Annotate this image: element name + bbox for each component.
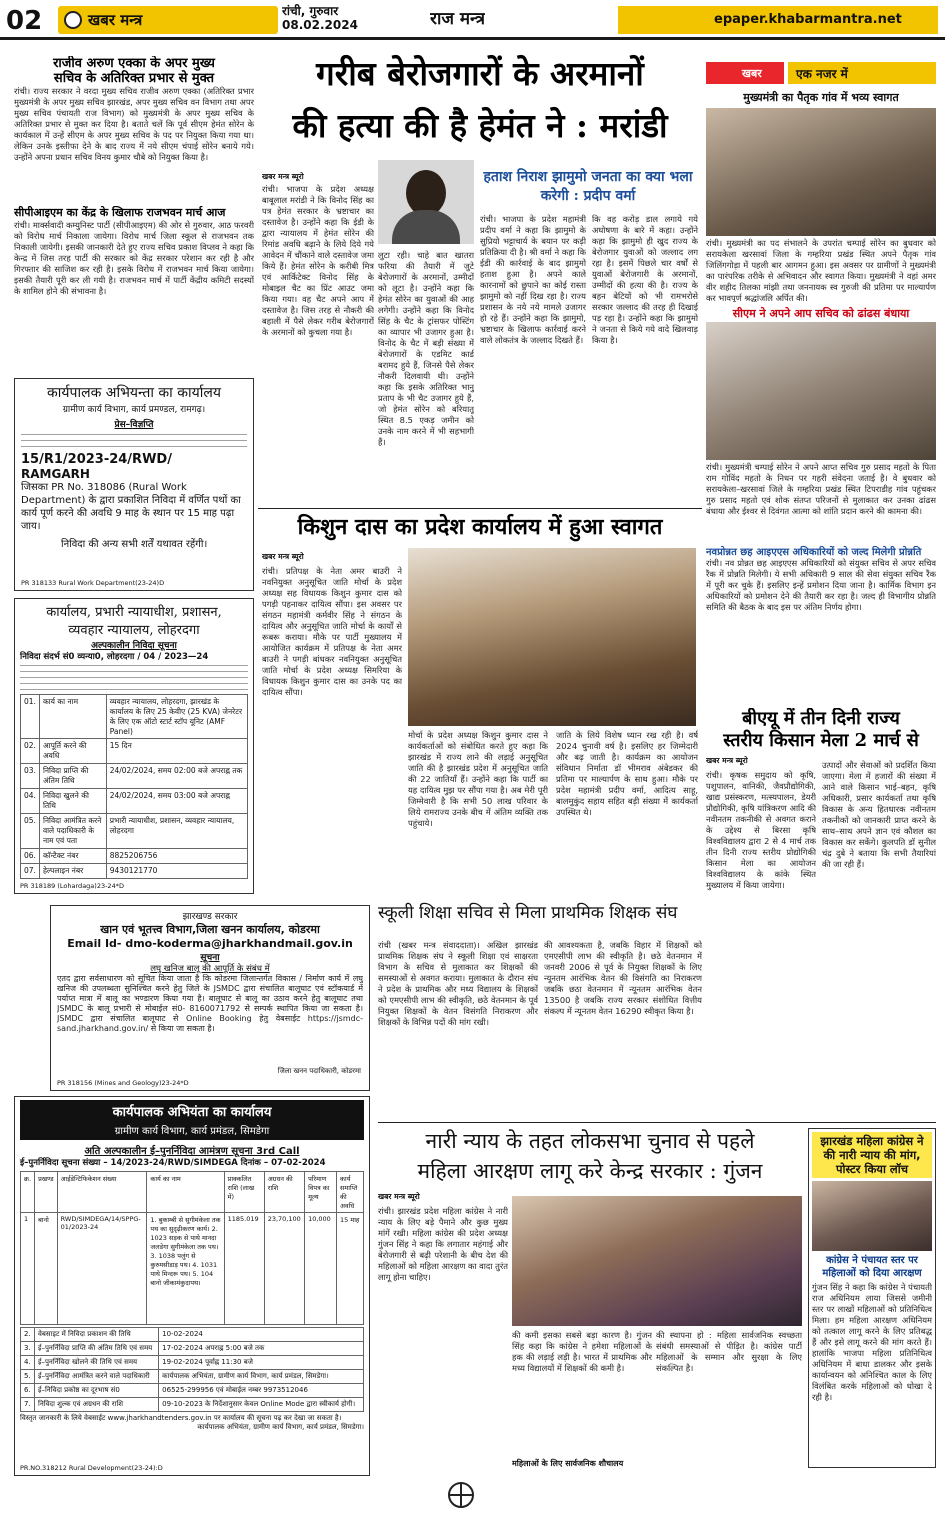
table-cell: 10,000 (305, 1213, 337, 1325)
notice-dates-table (20, 1327, 364, 1412)
table-cell: 7. (21, 1398, 35, 1412)
notice-table (20, 694, 248, 879)
lead-headline (262, 48, 698, 152)
person-body-icon (392, 210, 460, 244)
table-cell: कार्यपालक अभियंता, ग्रामीण कार्य विभाग, कार्य प्रमंडल, सिमडेगा। (159, 1370, 364, 1384)
ek-nazar-header (706, 62, 936, 84)
notice-footer: विस्तृत जानकारी के लिये वेबसाईट www.jharkhandtenders.gov.in पर कार्यालय की सूचना पढ़ कर देखा जा सकता है। (20, 1414, 342, 1422)
school-column-2: की आवश्यकता है, जबकि विहार में शिक्षकों को एमएसीपी लाभ की स्वीकृति है। छठे वेतनमान में जनवरी 2006 से पूर्व के नियुक्त शिक्षकों के लिए न्यूनतम आरंभिक वेतन की विसंगति का निराकरण जबकि छठा वेतनमान में न्यूनतम आरंभिक वेतन 13500 है जबकि राज्य सरकार संशोधित वित्तीय संकल्प में न्यूनतम वेतन 16290 स्वीकृत किया है। (544, 940, 702, 1016)
nari-photo (512, 1196, 802, 1326)
headline-line: स्तरीय किसान मेला 2 मार्च से (723, 730, 919, 751)
table-cell: व्यवहार न्यायालय, लोहरदगा, झारखंड के कार्यालय के लिए 25 केवीए (25 KVA) जेनरेटर के लिए एक ऑटो स्टार्ट स्टॉप यूनिट (AMF Panel) (106, 695, 247, 739)
lead-subheadline: हताश निराश झामुमो जनता का क्या भला करेगी : प्रदीप वर्मा (483, 169, 693, 204)
headline-line: सचिव के अतिरिक्त प्रभार से मुक्त (53, 71, 215, 86)
kisan-column-2: उत्पादों और सेवाओं को प्रदर्शित किया जाएगा। मेला में हजारों की संख्या में आने वाले किसान भाई–बहन, कृषि अधिकारी, प्रसार कार्यकर्ता तथा कृषि विकास के अन्य हितधारक नवीनतम तकनीकों को जानकारी प्राप्त करने के साथ–साथ अपने ज्ञान एवं कौशल का विकास कर सकेंगे। कुलपति डॉ सुनील चंद्र दुबे ने बताया कि सभी तैयारियां की जा रही हैं। (822, 760, 936, 869)
table-row (21, 1356, 364, 1370)
table-header-cell: कार्य समाप्ति की अवधि (337, 1172, 364, 1213)
lead-column-3: रांची। भाजपा के प्रदेश महामंत्री प्रदीप वर्मा ने कहा कि झामुमो के सुप्रियो भट्टाचार्य के बयान पर कड़ी प्रतिक्रिया दी है। श्री वर्मा ने कहा कि ईडी की कार्रवाई के बाद झामुमो हताश हुआ है। अपने काले कारनामों को छुपाने का कोई रास्ता झामुमो को नहीं दिख रहा है। राज्य प्रशासन के नये नये मामले उजागर हो रहे हैं। उन्होंने कहा कि झामुमो, भ्रष्टाचार के खिलाफ कार्रवाई करने वाले लोकतंत्र के जल्लाद दिखते हैं। (480, 214, 586, 345)
notice-ref: ई–पुनर्निविदा सूचना संख्या – 14/2023-24/RWD/SIMDEGA दिनांक – 07-02-2024 (20, 1158, 326, 1168)
notice-body: एतद द्वारा सर्वसाधारण को सूचित किया जाता है कि कोडरमा जिलान्तर्गत विकास / निर्माण कार्य में लघु खनिज की उपलब्धता सुनिश्चित करने हेतु जिले के JSMDC द्वारा संचालित बालूघाट एवं स्टॉकयार्ड में पर्याप्त मात्रा में बालू का भण्डारण किया गया है। बालूघाट से बालू का उठाव करने हेतु बालूघाट तथा JSMDC के बालू प्रभारी से मोबाईल सं0- 8160071792 से सम्पर्क स्थापित किया जा सकता है। JSMDC द्वारा संचालित बालूघाट से Online Booking हेतु वेबसाईट https://jsmdc-sand.jharkhand.gov.in/ से किया जा सकता है। (57, 974, 363, 1033)
table-header-cell: प्रखण्ड (35, 1172, 58, 1213)
congress-subheadline: कांग्रेस ने पंचायत स्तर पर महिलाओं को दिया आरक्षण (822, 1255, 922, 1279)
left-story-2 (14, 206, 254, 370)
table-cell: निविदा प्राप्ति की अंतिम तिथि (39, 764, 106, 789)
table-row (21, 1342, 364, 1356)
tender-notice-lohardaga (14, 598, 254, 894)
table-row (21, 739, 248, 764)
school-column-1: रांची (खबर मन्त्र संवाददाता)। अखिल झारखंड प्राथमिक शिक्षक संघ ने स्कूली शिक्षा एवं साक्षरता विभाग के सचिव से मुलाकात कर शिक्षकों की समस्याओं से अवगत कराया। मुलाकात के दौरान संघ ने प्रदेश के प्राथमिक और मध्य विद्यालय के शिक्षकों को एमएसीपी लाभ की स्वीकृति, छठे वेतनमान के पूर्व नियुक्त शिक्षकों के वेतन विसंगति निराकरण और शिक्षकों के विभिन्न पदों की मांग रखी। (378, 940, 538, 1027)
notice-body: जिसका PR No. 318086 (Rural Work Department) के द्वारा प्रकाशित निविदा में वर्णित पथों का कार्य पूर्ण करने की अवधि 9 माह के स्थान पर 15 माह पढ़ा जाय। (21, 482, 241, 532)
ek-nazar-story-1-photo (706, 108, 936, 236)
tender-notice-ramgarh (14, 378, 254, 591)
notice-pr: PR 318156 (Mines and Geology)23-24*D (57, 1079, 189, 1087)
table-row (21, 849, 248, 864)
notice-signer: जिला खनन पदाधिकारी, कोडरमा (277, 1067, 361, 1075)
divider (378, 1122, 936, 1123)
dateline-place: रांची, गुरुवार (282, 4, 339, 18)
table-header-cell: क्र. (21, 1172, 35, 1213)
notice-signer: कार्यपालक अभियंता, ग्रामीण कार्य विभाग, कार्य प्रमंडल, सिमडेगा। (197, 1423, 364, 1431)
notice-ref-2: RAMGARH (21, 467, 90, 481)
table-header-cell: आईडेन्टिफिकेशन संख्या (57, 1172, 147, 1213)
brand-logo (58, 6, 278, 34)
epaper-url[interactable]: epaper.khabarmantra.net (618, 6, 938, 34)
notice-call: अति अल्पकालीन ई–पुनर्निविदा आमंत्रण सूचना 3rd Call (84, 1146, 300, 1157)
nari-byline: खबर मन्त्र ब्यूरो (378, 1192, 420, 1201)
table-cell: RWD/SIMDEGA/14/SPPG-01/2023-24 (57, 1213, 147, 1325)
kisan-headline (706, 708, 936, 752)
masthead (0, 0, 945, 40)
kishun-column-3: जाति के लिये विशेष ध्यान रख रही है। वर्ष 2024 चुनावी वर्ष है। इसलिए हर जिम्मेदारी और बढ़ जाती है। कार्यक्रम का आयोजन संविधान निर्माता डॉ भीमराव अंबेडकर की प्रतिमा पर माल्यार्पण के साथ हुआ। मौके पर प्रदेश महामंत्री प्रदीप वर्मा, आदित्य साहू, बालमुकुंद सहाय सहित बड़ी संख्या में कार्यकर्ता उपस्थित थे। (556, 730, 698, 817)
table-cell: 01. (21, 695, 40, 739)
table-cell: 5. (21, 1370, 35, 1384)
ek-nazar-title: एक नजर में (788, 62, 936, 84)
mining-notice-koderma (50, 905, 370, 1091)
ek-nazar-story-3-body: रांची। नव प्रोन्नत छह आइएएस अधिकारियों को संयुक्त सचिव से अपर सचिव रैंक में प्रोन्नति मिलेगी। ये सभी अधिकारी 9 साल की सेवा संयुक्त सचिव रैंक में पूरी कर चुके हैं। इसलिए इन्हें प्रमोशन दिया जाना है। कार्मिक विभाग इन अधिकारियों को प्रमोशन देने की तैयारी कर रहा है। जल्द ही विभागीय प्रोन्नति समिति की बैठक के बाद इस पर अंतिम निर्णय होगा। (706, 558, 936, 612)
table-cell: 9430121770 (106, 864, 247, 879)
dateline-date: 08.02.2024 (282, 18, 358, 32)
congress-headline: झारखंड महिला कांग्रेस ने की नारी न्याय की मांग, पोस्टर किया लॉच (812, 1132, 932, 1178)
section-title: राज मन्त्र (430, 9, 485, 29)
table-row (21, 814, 248, 849)
table-row (21, 864, 248, 879)
kishun-column-2: मोर्चा के प्रदेश अध्यक्ष किशुन कुमार दास ने कार्यकर्ताओं को संबोधित करते हुए कहा कि झारखंड में राज्य लाने की लड़ाई अनुसूचित जाति की है झारखंड प्रदेश में अनुसूचित जाति की 22 जातियाँ हैं। उन्होंने कहा कि पार्टी का यह दायित्व मुझ पर सौंपा गया है। अब मेरी पूरी जिम्मेवारी है कि सभी 50 लाख परिवार के लिये रामराज्य उनके बीच में अंतिम व्यक्ति तक पहुंचाये। (408, 730, 548, 828)
left-story-2-headline: सीपीआइएम का केंद्र के खिलाफ राजभवन मार्च आज (14, 206, 226, 219)
table-row (21, 1370, 364, 1384)
kishun-headline: किशुन दास का प्रदेश कार्यालय में हुआ स्वागत (297, 514, 663, 540)
ek-nazar-story-2-photo (706, 322, 936, 460)
table-cell: निविदा खुलने की तिथि (39, 789, 106, 814)
tender-notice-simdega (14, 1096, 370, 1476)
table-header-cell: प्राक्कलित राशि (लाख में) (224, 1172, 264, 1213)
notice-table (20, 1171, 364, 1325)
table-cell: निविदा शुल्क एवं अग्रधन की राशि (35, 1398, 159, 1412)
table-cell: वेबसाइट में निविदा प्रकाशन की तिथि (35, 1328, 159, 1342)
table-cell: 15 दिन (106, 739, 247, 764)
table-cell: 07. (21, 864, 40, 879)
table-cell: 23,70,100 (264, 1213, 304, 1325)
ek-nazar-story-1-headline: मुख्यमंत्री का पैतृक गांव में भव्य स्वागत (743, 91, 899, 104)
ek-nazar-tag: खबर (706, 62, 784, 84)
table-cell: ई–निविदा प्रकोष्ठ का दूरभाष सं0 (35, 1384, 159, 1398)
notice-label: सूचना (200, 953, 220, 963)
registration-mark-line (448, 1494, 474, 1496)
ek-nazar-story-1-body: रांची। मुख्यमंत्री का पद संभालने के उपरांत चम्पाई सोरेन का बुधवार को सरायकेला खरसावां जिला के गम्हरिया प्रखंड स्थित अपने पैतृक गांव जिलिंगगोड़ा में पहली बार आगमन हुआ। इस अवसर पर ग्रामीणों ने मुख्यमंत्री का पारंपरिक तरीके से अभिवादन और स्वागत किया। मुख्यमंत्री ने वहां अमर वीर शहीद तिलका मांझी तथा जननायक स्व गुरुजी की प्रतिमा पर माल्यार्पण कर भावपूर्ण श्रद्धांजलि अर्पित की। (706, 238, 936, 302)
headline-line: गरीब बेरोजगारों के अरमानों (316, 54, 644, 93)
table-cell: 24/02/2024, समय 02:00 बजे अपराह्न तक (106, 764, 247, 789)
table-cell: 04. (21, 789, 40, 814)
notice-title: कार्यपालक अभियंता का कार्यालय (20, 1100, 364, 1122)
table-cell: प्रभारी न्यायाधीश, प्रशासन, व्यवहार न्यायालय, लोहरदगा (106, 814, 247, 849)
table-row (21, 789, 248, 814)
nari-headline (378, 1126, 802, 1186)
table-header-cell: परिमाण विपत्र का मूल्य (305, 1172, 337, 1213)
table-header-cell: अग्रधन की राशि (264, 1172, 304, 1213)
table-cell: कॉन्टैक्ट नंबर (39, 849, 106, 864)
table-cell: 06525-299956 एवं मोबाईल नम्बर 9973512046 (159, 1384, 364, 1398)
kishun-photo (408, 548, 696, 726)
left-story-1 (14, 56, 254, 204)
table-row (21, 1398, 364, 1412)
headline-line: महिला आरक्षण लागू करे केन्द्र सरकार : गुंजन (417, 1159, 763, 1183)
table-cell: 24/02/2024, समय 03:00 बजे अपराह्न (106, 789, 247, 814)
headline-line: नारी न्याय के तहत लोकसभा चुनाव से पहले (425, 1129, 755, 1153)
headline-line: की हत्या की है हेमंत ने : मरांडी (292, 106, 668, 145)
brand-mark-icon (64, 11, 82, 29)
table-cell: 17-02-2024 अपराह्न 5:00 बजे तक (159, 1342, 364, 1356)
notice-title-2: व्यवहार न्यायालय, लोहरदगा (68, 623, 200, 638)
kisan-column-1: रांची। कृषक समुदाय को कृषि, पशुपालन, वानिकी, जैवप्रौद्योगिकी, खाद्य प्रसंस्करण, मत्स्यपालन, डेयरी प्रौद्योगिकी, कृषि यांत्रिकरण आदि की नवीनतम तकनीकी से अवगत कराने के उद्देश्य से बिरसा कृषि विश्वविद्यालय द्वारा 2 से 4 मार्च तक तीन दिनी राज्य स्तरीय प्रोद्योगिकी किसान मेला का आयोजन विश्वविद्यालय के कांके स्थित मुख्यालय में किया जायेगा। (706, 770, 816, 890)
kishun-byline: खबर मन्त्र ब्यूरो (262, 552, 304, 561)
table-header-cell: कार्य का नाम (147, 1172, 224, 1213)
lead-byline: खबर मन्त्र ब्यूरो (262, 172, 304, 181)
left-story-1-headline (14, 56, 254, 86)
table-cell: बानो (35, 1213, 58, 1325)
table-cell: 09-10-2023 के निर्देशानुसार केवल Online Mode द्वारा स्वीकार्य होगी। (159, 1398, 364, 1412)
left-story-2-body: रांची। मार्क्सवादी कम्युनिस्ट पार्टी (सीपीआइएम) की ओर से गुरुवार, आठ फरवरी को विरोध मार्च निकाला जायेगा। विरोध मार्च जिला स्कूल से राजभवन तक निकाली जायेगी। इसकी जानकारी देते हुए राज्य सचिव प्रकाश विप्लव ने कहा कि केन्द्र में जिस तरह पार्टी की सरकार को केंद्र सरकार परेशान कर रही है और गिरफ्तार की साजिश कर रही है। इसके विरोध में राजभवन मार्च किया जायेगा। इसकी तैयारी पूरी कर ली गयी है। राजभवन मार्च में पार्टी केंद्रीय कमिटी सदस्यों के शामिल होने की संभावना है। (14, 220, 254, 296)
table-cell: 8825206756 (106, 849, 247, 864)
table-cell: 1 (21, 1213, 35, 1325)
table-cell: 02. (21, 739, 40, 764)
table-cell: 10-02-2024 (159, 1328, 364, 1342)
nari-caption: महिलाओं के लिए सार्वजनिक शौचालय (512, 1459, 624, 1468)
lead-portrait (378, 160, 474, 244)
dateline (282, 4, 358, 32)
table-cell: कार्य का नाम (39, 695, 106, 739)
ek-nazar-story-2-body: रांची। मुख्यमंत्री चम्पाई सोरेन ने अपने आप्त सचिव गुरु प्रसाद महतो के पिता राम गोविंद महतो के निधन पर गहरी संवेदना जताई है। वे बुधवार को सरायकेला–खरसावां जिले के गम्हरिया प्रखंड स्थित टिपराडीह गांव पहुंचकर गुरु प्रसाद महतो एवं शोक संतप्त परिजनों से मुलाकात कर उनका ढांढस बंधाया और ईश्वर से दिवंगत आत्मा को शांति प्रदान करने की कामना की। (706, 462, 936, 516)
table-row (21, 1328, 364, 1342)
congress-box (808, 1128, 936, 1468)
headline-line: राजीव अरुण एक्का के अपर मुख्य (53, 56, 215, 71)
table-cell: 1185.019 (224, 1213, 264, 1325)
notice-pr: PR.NO.318212 Rural Development(23-24):D (20, 1464, 163, 1472)
notice-subtitle: ग्रामीण कार्य विभाग, कार्य प्रमंडल, सिमडेगा (20, 1122, 364, 1140)
notice-closing: निविदा की अन्य सभी शर्तें यथावत रहेंगी। (61, 539, 208, 550)
notice-org: झारखण्ड सरकार (182, 912, 238, 922)
lead-column-2: लुटा रही। चाहे बात खातरा फरिया की तैयारी में जुटे बेरोजगारों के अरमानों, उम्मीदों को लूटा है। उन्होंने कहा कि हेमंत सोरेन का युवाओं की आह लगेगी। उन्होंने कहा कि विनोद सिंह के चैट के ट्रांसफर पोस्टिंग का व्यापार भी उजागर हुआ है। विनोद के चैट में बड़ी संख्या में बेरोजगारों के एडमिट कार्ड बरामद हुये हैं, जिनसे पैसे लेकर नौकरी दिलवायी थी। उन्होंने कहा कि इसके अतिरिक्त भानु प्रताप के भी चैट उजागर हुये हैं, जो हेमंत सोरेन को बरियातू स्थित 8.5 एकड़ जमीन को उनके नाम करने में भी सहभागी हैं। (378, 250, 474, 447)
ek-nazar-story-3-headline: नवप्रोन्नत छह आइएएस अधिकारियों को जल्द मिलेगी प्रोन्नति (706, 547, 922, 558)
notice-pr: PR 318189 (Lohardaga)23-24*D (20, 882, 124, 890)
notice-title: कार्यालय, प्रभारी न्यायाधीश, प्रशासन, (46, 605, 222, 620)
table-cell: 05. (21, 814, 40, 849)
notice-sub: लघु खनिज बालू की आपूर्ति के संबंध में (150, 964, 270, 974)
kishun-column-1: रांची। प्रतिपक्ष के नेता अमर बाउरी ने नवनियुक्त अनुसूचित जाति मोर्चा के प्रदेश अध्यक्ष सह विधायक किशुन कुमार दास को पगड़ी पहनाकर दायित्व सौंपा। इस अवसर पर संगठन महामंत्री कर्मवीर सिंह ने संगठन के दायित्व और अनुसूचित जाति मोर्चा के कार्यों से रूबरू कराया। मौके पर पार्टी मुख्यालय में आयोजित कार्यक्रम में प्रतिपक्ष के नेता अमर बाउरी ने पगड़ी बांधकर नवनियुक्त अनुसूचित जाति मोर्चा के प्रदेश अध्यक्ष सिमरिया के विधायक किशुन कुमार दास का उनके पद का दायित्व सौंपा। (262, 566, 402, 697)
table-cell: निविदा आमंत्रित करने वाले पदाधिकारी के नाम एवं पता (39, 814, 106, 849)
divider (258, 508, 702, 509)
notice-dept: खान एवं भूतत्त्व विभाग,जिला खनन कार्यालय, कोडरमा (100, 923, 320, 936)
page-number: 02 (6, 6, 43, 36)
kisan-byline: खबर मन्त्र ब्यूरो (706, 756, 748, 765)
headline-line: बीएयू में तीन दिनी राज्य (742, 708, 900, 729)
brand-name: खबर मन्त्र (88, 11, 143, 29)
nari-column-1: रांची। झारखंड प्रदेश महिला कांग्रेस ने नारी न्याय के लिए बड़े पैमाने और कुछ मुख्य मांगें रखी। महिला कांग्रेस की प्रदेश अध्यक्ष गुंजन सिंह ने कहा कि लगातार महंगाई और बेरोजगारी से बढ़ी परेशानी के बीच देश की महिलाओं को महिला आरक्षण का वादा तुरंत लागू होना चाहिए। (378, 1206, 508, 1282)
notice-pr: PR 318133 Rural Work Department(23-24)D (21, 579, 165, 587)
notice-intro-lines (20, 665, 248, 691)
table-cell: 1. बुकाम्बी से सुगीमंकेला तक पथ का सुदृढ़ीकरण कार्य। 2. 1023 सड़क से पाथे मानदा जलडेगा सुगीमंकेला तक पथ। 3. 1038 पलुंग से कुरुमसीडाड़ पथ। 4. 1031 पाथे मिन्दरू पथ। 5. 104 बानो जीकामंकुदापथ। (147, 1213, 224, 1325)
notice-ref: 15/R1/2023-24/RWD/ (21, 452, 172, 467)
left-story-1-body: रांची। राज्य सरकार ने वरदा मुख्य सचिव राजीव अरुण एक्का (अतिरिक्त प्रभार मुख्यमंत्री के अपर मुख्य सचिव झारखंड, अपर मुख्य सचिव वन विभाग तथा अपर मुख्य सचिव पंचायती राज विभाग) को मुख्यमंत्री के अपर मुख्य सचिव के अतिरिक्त प्रभार से मुक्त कर दिया है। बताते चलें कि पूर्व सीएम हेमंत सोरेन के कार्यकाल में उन्हें सीएम के अपर मुख्य सचिव के पद पर नियुक्त किया गया था। लेकिन उनके इस्तीफा देने के बाद राज्य में नये सीएम चंपाई सोरेन बनाये गये। उन्होंने अपना प्रधान सचिव विनय कुमार चौबे को नियुक्त किया है। (14, 86, 254, 162)
table-cell: ई–पुनर्निविदा आमंत्रित करने वाले पदाधिकारी (35, 1370, 159, 1384)
notice-title: कार्यपालक अभियन्ता का कार्यालय (47, 385, 221, 401)
table-cell: 06. (21, 849, 40, 864)
lead-column-4: कि वह करोड़ डाल लगाये गये अघोषणा के बारे में कहा। उन्होंने कहा कि झामुमो ही खुद राज्य के बेरोजगार युवाओं को जल्लाद लग रहा है। इसमें पिछले चार वर्षों से युवाओं बेरोजगारी के अरमानों, उम्मीदों की हत्या की है। राज्य के बहन बेटियों को भी रामभरोसे सरकार जल्लाद की तरह ही दिखाई पड़ रहा है। उन्होंने कहा कि झामुमो ने जनता से किये गये वादे खिलवाड़ किया है। (592, 214, 698, 345)
table-row (21, 1384, 364, 1398)
notice-subtitle: ग्रामीण कार्य विभाग, कार्य प्रमण्डल, रामगढ़। (62, 405, 206, 415)
school-headline: स्कूली शिक्षा सचिव से मिला प्राथमिक शिक्षक संघ (378, 903, 678, 923)
registration-mark-icon (448, 1482, 474, 1508)
notice-label: अल्पकालीन निविदा सूचना (91, 641, 177, 651)
table-cell: 03. (21, 764, 40, 789)
notice-intro-lines (21, 434, 247, 448)
table-cell: 6. (21, 1384, 35, 1398)
table-cell: आपूर्ति करने की अवधि (39, 739, 106, 764)
congress-body: गुंजन सिंह ने कहा कि कांग्रेस ने पंचायती राज अधिनियम लाया जिससे जमीनी स्तर पर लाखों महिलाओं को प्रतिनिधित्व मिला। हम महिला आरक्षण अधिनियम को तत्काल लागू करने के लिए प्रतिबद्ध हैं और इसे लागू करने की मांग करते हैं। हालांकि भाजपा महिला प्रतिनिधित्व अधिनियम में बाधा डालकर और इसके कार्यान्वयन को अनिश्चित काल के लिए विलंबित करके महिलाओं को धोखा दे रही है। (812, 1282, 932, 1402)
table-cell: ई–पुनर्निविदा खोलने की तिथि एवं समय (35, 1356, 159, 1370)
congress-photo (812, 1181, 932, 1251)
notice-ref: निविदा संदर्भ सं0 व्यन्या0, लोहरदगा / 04 / 2023—24 (20, 652, 209, 662)
table-cell: हेल्पलाइन नंबर (39, 864, 106, 879)
table-cell: 15 माह (337, 1213, 364, 1325)
table-cell: 19-02-2024 पूर्वाह्न 11:30 बजे (159, 1356, 364, 1370)
nari-column-3: की स्थापना हो : महिला सार्वजनिक स्वच्छता संबंधी समस्याओं से पीड़ित है। कांग्रेस पार्टी महिलाओं के सम्मान और सुरक्षा के लिए संकल्पित है। (656, 1330, 802, 1373)
lead-column-1: रांची। भाजपा के प्रदेश अध्यक्ष बाबूलाल मरांडी ने कि विनोद सिंह का पत्र हेमंत सरकार के भ्रष्टाचार का दस्तावेज है। उन्होंने कहा कि ईडी के द्वारा न्यायालय में हेमंत सोरेन की रिमांड अवधि बढ़ाने के लिये दिये गये आवेदन में चौंकाने वाले दस्तावेज जमा किये हैं। हेमंत सोरेन के करीबी मित्र एवं आर्किटेक्ट विनोद सिंह के मोबाइल चैट का प्रिंट आउट जमा किया गया। वह चैट अपने आप में दस्तावेज है। जिस तरह से नौकरी की बहाली में पैसे लेकर गरीब बेरोजगारों के अरमानों को कुचला गया है। (262, 184, 374, 337)
notice-email[interactable]: Email Id- dmo-koderma@jharkhandmail.gov.in (67, 937, 353, 950)
table-cell: 4. (21, 1356, 35, 1370)
table-cell: ई–पुनर्निविदा प्राप्ति की अंतिम तिथि एवं समय (35, 1342, 159, 1356)
table-row (21, 764, 248, 789)
nari-column-2: की कमी इसका सबसे बड़ा कारण है। गुंजन सिंह कहा कि कांग्रेस ने हमेशा महिलाओं के हक की लड़ाई लड़ी है। भारत में प्राथमिक और मध्य विद्यालयों में शिक्षकों की कमी है। (512, 1330, 652, 1373)
table-cell: 3. (21, 1342, 35, 1356)
ek-nazar-story-2-headline: सीएम ने अपने आप सचिव को ढांढस बंधाया (732, 307, 910, 320)
table-row (21, 695, 248, 739)
notice-label: प्रेस–विज्ञप्ति (114, 420, 154, 430)
table-cell: 2. (21, 1328, 35, 1342)
